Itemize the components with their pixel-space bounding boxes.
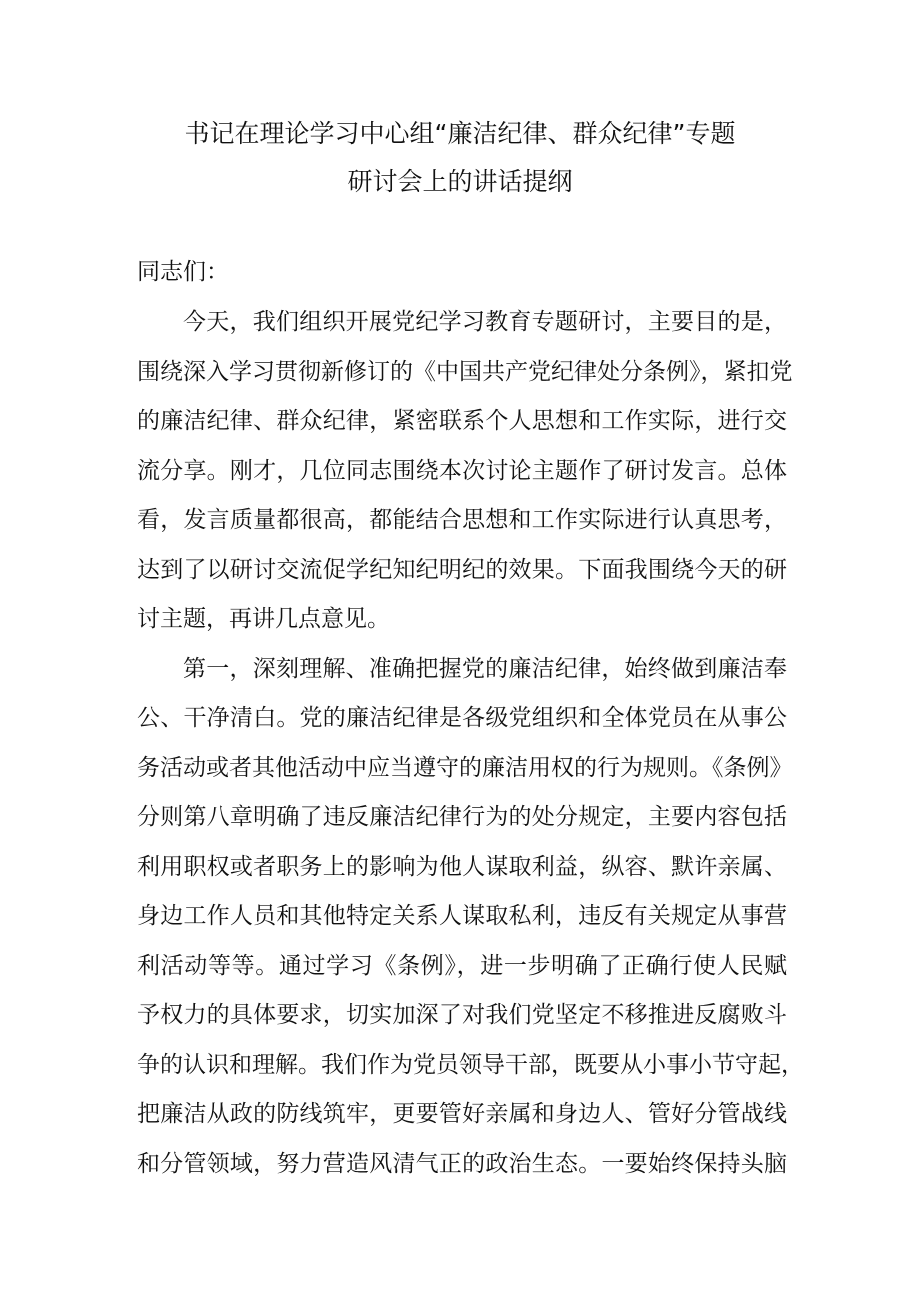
paragraph-1-line: 的廉洁纪律、群众纪律，紧密联系个人思想和工作实际，进行交 — [137, 408, 787, 434]
salutation: 同志们： — [137, 259, 229, 285]
paragraph-1-line: 讨主题，再讲几点意见。 — [137, 606, 390, 632]
paragraph-2-line: 公、干净清白。党的廉洁纪律是各级党组织和全体党员在从事公 — [137, 705, 787, 731]
paragraph-1-line: 达到了以研讨交流促学纪知纪明纪的效果。下面我围绕今天的研 — [137, 557, 787, 583]
paragraph-1-line: 今天，我们组织开展党纪学习教育专题研讨，主要目的是， — [183, 309, 787, 335]
paragraph-2-line: 利用职权或者职务上的影响为他人谋取利益，纵容、默许亲属、 — [137, 854, 787, 880]
paragraph-1-line: 围绕深入学习贯彻新修订的《中国共产党纪律处分条例》，紧扣党 — [137, 359, 793, 385]
paragraph-2-line: 务活动或者其他活动中应当遵守的廉洁用权的行为规则。《条例》 — [137, 755, 793, 781]
document-title-line-2: 研讨会上的讲话提纲 — [347, 167, 573, 196]
paragraph-2-line: 利活动等等。通过学习《条例》，进一步明确了正确行使人民赋 — [137, 953, 787, 979]
paragraph-2-line: 予权力的具体要求，切实加深了对我们党坚定不移推进反腐败斗 — [137, 1002, 787, 1028]
paragraph-2-line: 身边工作人员和其他特定关系人谋取私利，违反有关规定从事营 — [137, 903, 787, 929]
paragraph-2-line: 把廉洁从政的防线筑牢，更要管好亲属和身边人、管好分管战线 — [137, 1101, 787, 1127]
paragraph-2-line: 争的认识和理解。我们作为党员领导干部，既要从小事小节守起， — [137, 1052, 804, 1078]
paragraph-2-line: 和分管领域，努力营造风清气正的政治生态。一要始终保持头脑 — [137, 1151, 787, 1177]
paragraph-2-line: 第一，深刻理解、准确把握党的廉洁纪律，始终做到廉洁奉 — [183, 656, 787, 682]
paragraph-1-line: 看，发言质量都很高，都能结合思想和工作实际进行认真思考， — [137, 507, 787, 533]
paragraph-1-line: 流分享。刚才，几位同志围绕本次讨论主题作了研讨发言。总体 — [137, 458, 787, 484]
paragraph-2-line: 分则第八章明确了违反廉洁纪律行为的处分规定，主要内容包括 — [137, 804, 787, 830]
document-title-line-1: 书记在理论学习中心组“廉洁纪律、群众纪律”专题 — [184, 119, 736, 148]
